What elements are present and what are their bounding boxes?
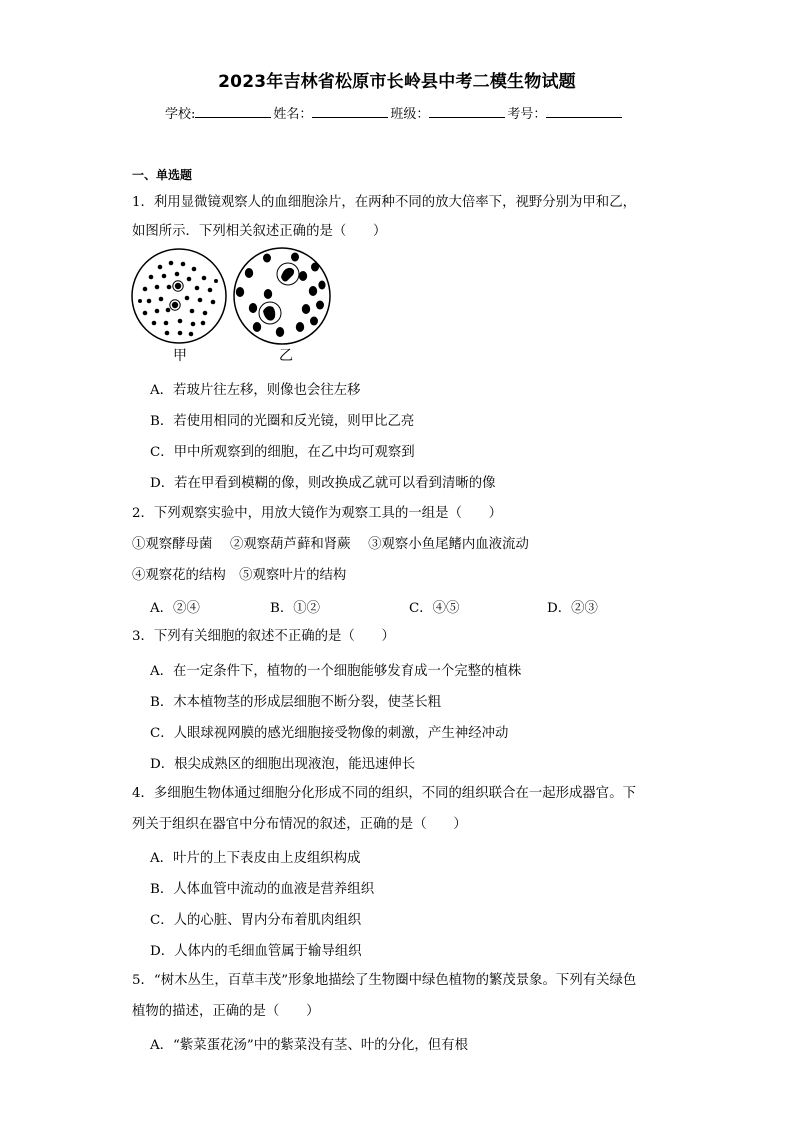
page-title: 2023年吉林省松原市长岭县中考二模生物试题 <box>218 72 576 92</box>
q2-option-b[interactable]: B．①② <box>270 601 321 616</box>
q1-option-a[interactable]: A．若玻片往左移，则像也会往左移 <box>150 383 361 398</box>
figure-label-jia: 甲 <box>173 348 187 364</box>
q1-option-d[interactable]: D．若在甲看到模糊的像，则改换成乙就可以看到清晰的像 <box>150 476 496 491</box>
q1-stem-line1: 1．利用显微镜观察人的血细胞涂片，在两种不同的放大倍率下，视野分别为甲和乙， <box>132 195 636 210</box>
field-of-view-jia <box>132 249 226 343</box>
q2-option-c[interactable]: C．④⑤ <box>409 601 460 616</box>
q4-option-a[interactable]: A．叶片的上下表皮由上皮组织构成 <box>150 851 361 866</box>
q2-option-d[interactable]: D．②③ <box>547 601 598 616</box>
class-label: 班级： <box>390 107 430 122</box>
class-field <box>390 103 507 122</box>
q3-option-b[interactable]: B．木本植物茎的形成层细胞不断分裂，使茎长粗 <box>150 695 442 710</box>
school-label: 学校: <box>165 107 196 122</box>
name-label: 姓名： <box>273 107 313 122</box>
q2-stem-line1: 2．下列观察实验中，用放大镜作为观察工具的一组是（ ） <box>132 506 503 521</box>
name-blank[interactable] <box>312 103 388 118</box>
class-blank[interactable] <box>429 103 505 118</box>
exam-number-blank[interactable] <box>546 103 622 118</box>
name-field <box>273 103 390 122</box>
section-title: 一、单选题 <box>132 168 193 182</box>
q4-stem-line1: 4．多细胞生物体通过细胞分化形成不同的组织，不同的组织联合在一起形成器官。下 <box>132 786 636 801</box>
q4-option-b[interactable]: B．人体血管中流动的血液是营养组织 <box>150 882 375 897</box>
blood-smear-figure <box>130 247 340 347</box>
q1-stem-line2: 如图所示．下列相关叙述正确的是（ ） <box>132 224 387 239</box>
q1-option-c[interactable]: C．甲中所观察到的细胞，在乙中均可观察到 <box>150 445 415 460</box>
q4-option-c[interactable]: C．人的心脏、胃内分布着肌肉组织 <box>150 913 362 928</box>
q3-option-d[interactable]: D．根尖成熟区的细胞出现液泡，能迅速伸长 <box>150 757 416 772</box>
q3-option-a[interactable]: A．在一定条件下，植物的一个细胞能够发育成一个完整的植株 <box>150 664 522 679</box>
q2-items-line1: ①观察酵母菌 ②观察葫芦藓和肾蕨 ③观察小鱼尾鳍内血液流动 <box>132 537 529 552</box>
figure-label-yi: 乙 <box>279 348 293 364</box>
q3-option-c[interactable]: C．人眼球视网膜的感光细胞接受物像的刺激，产生神经冲动 <box>150 726 509 741</box>
exam-number-label: 考号： <box>507 107 547 122</box>
q3-stem-line1: 3．下列有关细胞的叙述不正确的是（ ） <box>132 629 395 644</box>
q5-option-a[interactable]: A．“紫菜蛋花汤”中的紫菜没有茎、叶的分化，但有根 <box>150 1038 468 1053</box>
q4-option-d[interactable]: D．人体内的毛细血管属于输导组织 <box>150 944 362 959</box>
exam-number-field <box>507 103 624 122</box>
q2-option-a[interactable]: A．②④ <box>150 601 200 616</box>
q5-stem-line1: 5．“树木丛生，百草丰茂”形象地描绘了生物圈中绿色植物的繁茂景象。下列有关绿色 <box>132 973 637 988</box>
school-blank[interactable] <box>195 103 271 118</box>
q1-option-b[interactable]: B．若使用相同的光圈和反光镜，则甲比乙亮 <box>150 414 415 429</box>
student-info-line <box>165 103 624 122</box>
q2-items-line2: ④观察花的结构 ⑤观察叶片的结构 <box>132 568 347 583</box>
q5-stem-line2: 植物的描述，正确的是（ ） <box>132 1004 320 1019</box>
school-field <box>165 103 273 122</box>
q4-stem-line2: 列关于组织在器官中分布情况的叙述，正确的是（ ） <box>132 817 467 832</box>
